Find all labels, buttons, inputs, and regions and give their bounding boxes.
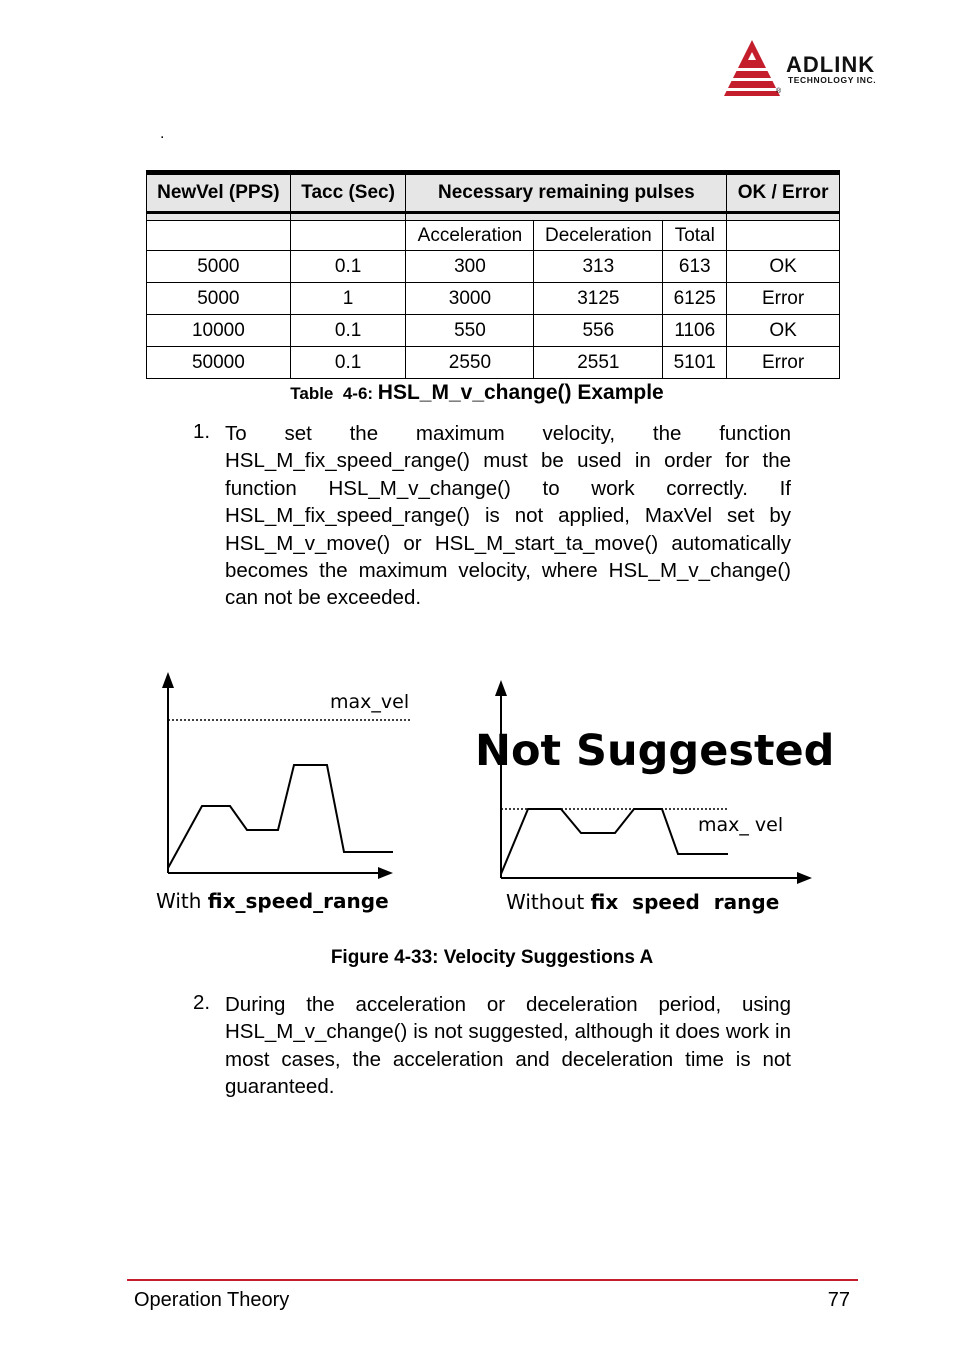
cell: 10000 — [147, 315, 291, 347]
item-number-1: 1. — [193, 420, 211, 443]
col-header-remaining-pulses: Necessary remaining pulses — [406, 173, 727, 213]
right-plot-caption: Without fix speed range — [506, 890, 780, 914]
table-row — [147, 315, 840, 347]
cell: 0.1 — [290, 251, 406, 283]
cell: 50000 — [147, 347, 291, 379]
col-header-newvel: NewVel (PPS) — [147, 173, 291, 213]
cell: 300 — [406, 251, 534, 283]
item-number-2: 2. — [193, 991, 211, 1014]
col-header-tacc: Tacc (Sec) — [290, 173, 406, 213]
cell: 1 — [290, 283, 406, 315]
subheader-row — [147, 221, 840, 251]
page-number: 77 — [827, 1289, 850, 1311]
cell: 3000 — [406, 283, 534, 315]
cell: 0.1 — [290, 315, 406, 347]
item-text-1: To set the maximum velocity, the function HSL_M_fix_speed_range() must be used in order for the function HSL_M_v_change() to work correctly. If HSL_M_fix_speed_range() is not applied, MaxVel set by HSL_M_v_move() or HSL_M_start_ta_move() automatically becomes the maximum velocity, where HSL_M_v_change() can not be exceeded. — [225, 422, 791, 610]
table-row — [147, 347, 840, 379]
subheader-total: Total — [663, 221, 727, 251]
footer-divider — [127, 1279, 858, 1281]
cell: OK — [727, 315, 840, 347]
footer-section-title: Operation Theory — [134, 1289, 290, 1311]
cell: OK — [727, 251, 840, 283]
cell: 6125 — [663, 283, 727, 315]
stray-mark: . — [160, 125, 165, 142]
table-caption-title: HSL_M_v_change() Example — [377, 381, 664, 404]
logo-wordmark: ADLINK — [786, 52, 876, 77]
velocity-diagram — [150, 668, 850, 928]
left-plot — [156, 672, 412, 913]
cell: 613 — [663, 251, 727, 283]
cell: 550 — [406, 315, 534, 347]
cell: 2551 — [534, 347, 663, 379]
cell: 556 — [534, 315, 663, 347]
table-caption — [0, 381, 954, 405]
cell: 5000 — [147, 283, 291, 315]
table-row — [147, 283, 840, 315]
cell: 0.1 — [290, 347, 406, 379]
subheader-acceleration: Acceleration — [406, 221, 534, 251]
cell: 1106 — [663, 315, 727, 347]
cell: Error — [727, 347, 840, 379]
cell: 5101 — [663, 347, 727, 379]
figure-caption: Figure 4-33: Velocity Suggestions A — [330, 947, 654, 968]
col-header-ok-error: OK / Error — [727, 173, 840, 213]
cell: 2550 — [406, 347, 534, 379]
left-plot-caption: With fix_speed_range — [156, 889, 389, 913]
table-caption-label: Table 4-6: — [290, 384, 378, 403]
item-text-2: During the acceleration or deceleration period, using HSL_M_v_change() is not suggested, although it does work in most cases, the acceleration and deceleration time is not guaranteed. — [225, 993, 791, 1099]
right-plot — [475, 680, 834, 914]
velocity-figure — [150, 668, 850, 928]
cell: 3125 — [534, 283, 663, 315]
adlink-triangle-icon — [722, 38, 782, 98]
subheader-deceleration: Deceleration — [534, 221, 663, 251]
cell: 5000 — [147, 251, 291, 283]
example-table — [146, 170, 840, 379]
right-max-vel-label: max_ vel — [698, 814, 784, 836]
left-max-vel-label: max_vel — [330, 691, 410, 713]
registered-mark: ® — [776, 88, 782, 95]
logo-tagline: TECHNOLOGY INC. — [788, 75, 877, 85]
cell: 313 — [534, 251, 663, 283]
cell: Error — [727, 283, 840, 315]
table-row — [147, 251, 840, 283]
adlink-logo — [722, 38, 912, 100]
not-suggested-banner: Not Suggested — [475, 726, 835, 776]
